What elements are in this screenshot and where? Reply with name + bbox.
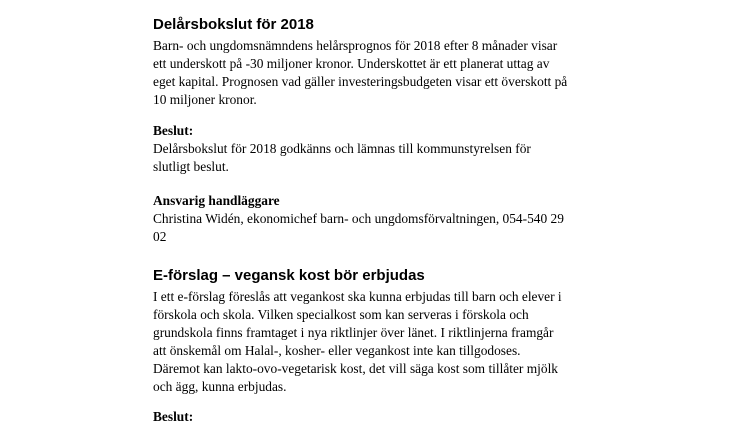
body-line: förskola och skola. Vilken specialkost som kan serveras i förskola och (153, 307, 529, 322)
body-line: Däremot kan lakto-ovo-vegetarisk kost, det vill säga kost som tillåter mjölk (153, 361, 558, 376)
body-line: och ägg, kunna erbjudas. (153, 379, 287, 394)
responsible-heading: Ansvarig handläggare (153, 193, 280, 208)
body-line: ett underskott på -30 miljoner kronor. Underskottet är ett planerat uttag av (153, 56, 550, 71)
section-title-delarsbokslut: Delårsbokslut för 2018 (153, 16, 314, 33)
body-line: eget kapital. Prognosen vad gäller investeringsbudgeten visar ett överskott på (153, 74, 568, 89)
decision-heading: Beslut: (153, 123, 194, 138)
body-line: I ett e-förslag föreslås att vegankost ska kunna erbjudas till barn och elever i (153, 289, 562, 304)
section-body-e-forslag (153, 288, 623, 396)
body-line: Barn- och ungdomsnämndens helårsprognos för 2018 efter 8 månader visar (153, 38, 558, 53)
body-line: grundskola finns framtaget i nya riktlinjer över länet. I riktlinjerna framgår (153, 325, 554, 340)
body-line: 10 miljoner kronor. (153, 92, 257, 107)
section-title-e-forslag: E-förslag – vegansk kost bör erbjudas (153, 267, 425, 284)
body-line: att önskemål om Halal-, kosher- eller vegankost inte kan tillgodoses. (153, 343, 521, 358)
body-line: Christina Widén, ekonomichef barn- och ungdomsförvaltningen, 054-540 29 (153, 211, 564, 226)
body-line: Delårsbokslut för 2018 godkänns och lämnas till kommunstyrelsen för (153, 141, 531, 156)
body-line: 02 (153, 229, 167, 244)
section-body-delarsbokslut (153, 37, 623, 109)
decision-text (153, 140, 623, 176)
decision-heading-2: Beslut: (153, 409, 194, 424)
body-line: slutligt beslut. (153, 159, 229, 174)
responsible-text (153, 210, 623, 246)
